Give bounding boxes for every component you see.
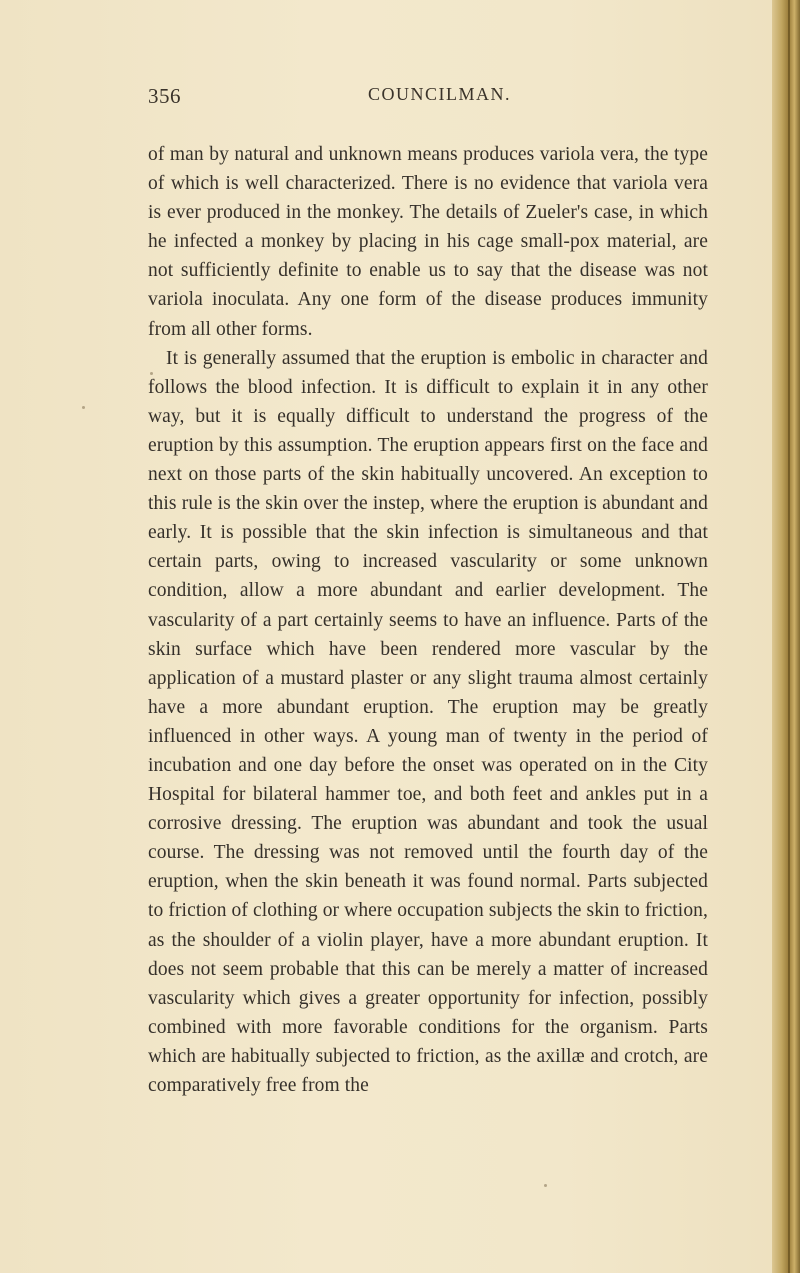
page-number: 356 [148,84,181,108]
body-text [148,140,708,1100]
paper-speck [82,406,85,409]
page-edge-binding [772,0,800,1273]
page-edge-line [788,0,790,1273]
running-head: COUNCILMAN. [368,84,512,104]
page-header [148,84,708,114]
paper-speck [544,1184,547,1187]
paper-speck [150,372,153,375]
paragraph-2: It is generally assumed that the eruption is embolic in character and follows the blood infection. It is difficult to explain it in any other way, but it is equally difficult to understand the progress of the eruption by this assumption. The eruption appears first on the face and next on those parts of the skin habitually uncovered. An exception to this rule is the skin over the instep, where the eruption is abundant and early. It is possible that the skin infection is simultaneous and that certain parts, owing to increased vascularity or some unknown condition, allow a more abundant and earlier development. The vascularity of a part certainly seems to have an influence. Parts of the skin surface which have been rendered more vascular by the application of a mustard plaster or any slight trauma almost certainly have a more abundant eruption. The eruption may be greatly influenced in other ways. A young man of twenty in the period of incubation and one day before the onset was operated on in the City Hospital for bilateral hammer toe, and both feet and ankles put in a corrosive dressing. The eruption was abundant and took the usual course. The dressing was not removed until the fourth day of the eruption, when the skin beneath it was found normal. Parts subjected to friction of clothing or where occupation subjects the skin to friction, as the shoulder of a violin player, have a more abundant eruption. It does not seem probable that this can be merely a matter of increased vascularity which gives a greater opportunity for infection, possibly combined with more favorable conditions for the organism. Parts which are habitually subjected to friction, as the axillæ and crotch, are comparatively free from the [148,347,708,1096]
paragraph-1: of man by natural and unknown means produces variola vera, the type of which is well characterized. There is no evidence that variola vera is ever produced in the monkey. The details of Zueler's case, in which he infected a monkey by placing in his cage small-pox material, are not sufficiently definite to enable us to say that the disease was not variola inoculata. Any one form of the disease produces immunity from all other forms. [148,144,708,340]
